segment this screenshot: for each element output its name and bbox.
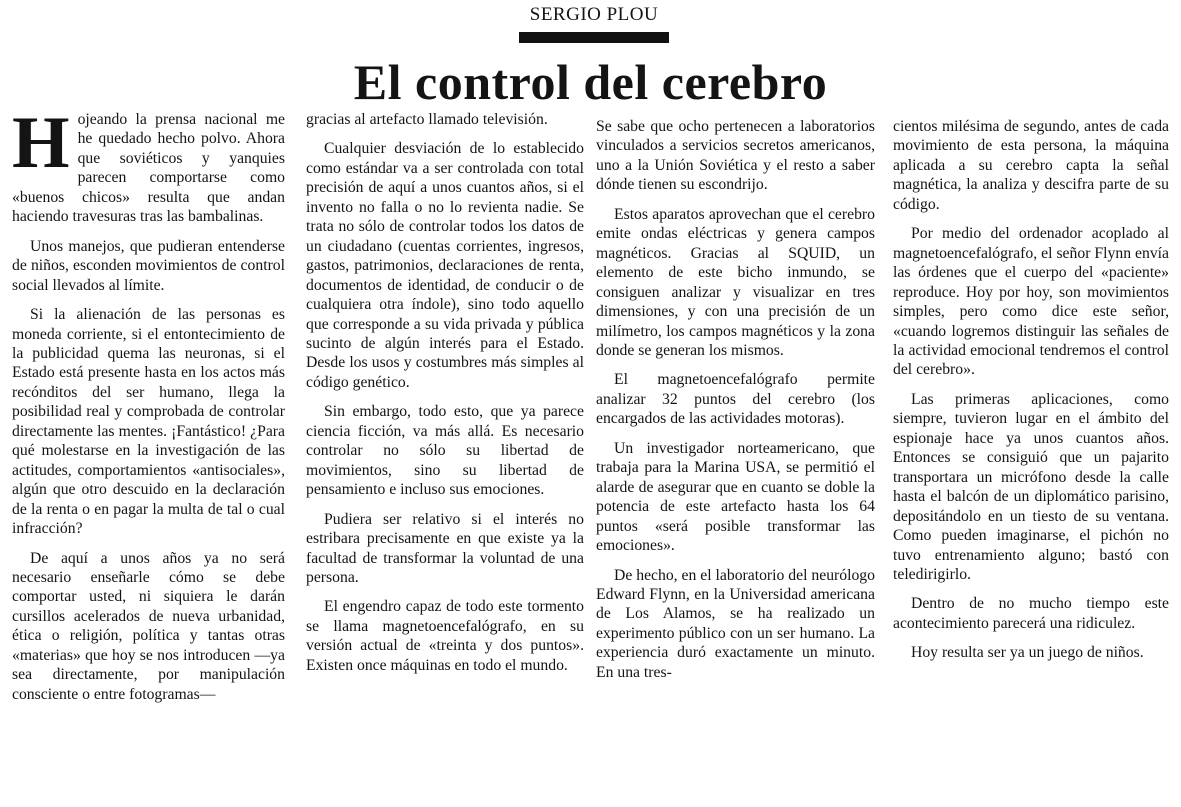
article-paragraph: Unos manejos, que pudieran entenderse de niños, esconden movimientos de control social llevados al límite. bbox=[12, 237, 285, 294]
article-paragraph: El magnetoencefalógrafo permite analizar 32 puntos del cerebro (los encargados de las actividades motoras). bbox=[596, 371, 875, 428]
article-paragraph: Estos aparatos aprovechan que el cerebro emite ondas eléctricas y genera campos magnéticos. Gracias al SQUID, un elemento de este bicho inmundo, se consiguen analizar y visualizar en tres dimensiones, y con una precisión de un milímetro, los campos magnéticos y la zona donde se generan los mismos. bbox=[596, 205, 875, 359]
article-paragraph: Por medio del ordenador acoplado al magnetoencefalógrafo, el señor Flynn envía las órdenes que el cuerpo del «paciente» reproduce. Hoy por hoy, son movimientos simples, pero como dice este señor, «cuando logremos distinguir las señales de la actividad emocional tendremos el control del cerebro». bbox=[893, 225, 1169, 379]
article-column-2 bbox=[306, 110, 584, 807]
byline-rule bbox=[519, 32, 669, 43]
article-paragraph: Sin embargo, todo esto, que ya parece ciencia ficción, va más allá. Es necesario controlar no sólo su libertad de movimientos, sino su libertad de pensamiento e incluso sus emociones. bbox=[306, 403, 584, 499]
article-paragraph: Un investigador norteamericano, que trabaja para la Marina USA, se permitió el alarde de asegurar que en cuanto se doble la potencia de este artefacto hasta los 64 puntos «será posible transformar las emociones». bbox=[596, 439, 875, 555]
byline: SERGIO PLOU bbox=[529, 4, 659, 25]
article-column-3 bbox=[596, 117, 875, 807]
article-paragraph: cientos milésima de segundo, antes de cada movimiento de esta persona, la máquina aplicada a su cerebro capta la señal magnética, la analiza y descifra parte de su código. bbox=[893, 118, 1169, 213]
paragraph-text: ojeando la prensa nacional me he quedado hecho polvo. Ahora que soviéticos y yanquies parecen comportarse como «buenos chicos» resulta que andan haciendo travesuras tras las bambalinas. bbox=[12, 111, 285, 226]
article-column-1 bbox=[12, 110, 285, 807]
article-paragraph bbox=[12, 110, 285, 227]
article-paragraph: El engendro capaz de todo este tormento se llama magnetoencefalógrafo, en su versión actual de «treinta y dos puntos». Existen once máquinas en todo el mundo. bbox=[306, 598, 584, 674]
article-title: El control del cerebro bbox=[353, 54, 828, 110]
article-paragraph: Las primeras aplicaciones, como siempre, tuvieron lugar en el ámbito del espionaje hace ya unos cuantos años. Entonces se consiguió que un pajarito transportara un micrófono desde la calle hasta el balcón de un diplomático parisino, depositándolo en un tiesto de su ventana. Como pueden imaginarse, el pichón no tuvo entrenamiento alguno; bastó con teledirigirlo. bbox=[893, 390, 1169, 583]
article-paragraph: Se sabe que ocho pertenecen a laboratorios vinculados a servicios secretos americanos, uno a la Unión Soviética y el resto a saber dónde tienen su escondrijo. bbox=[596, 118, 875, 194]
article-paragraph: Pudiera ser relativo si el interés no estribara precisamente en que existe ya la facultad de transformar la voluntad de una persona. bbox=[306, 510, 584, 586]
article-paragraph: Dentro de no mucho tiempo este acontecimiento parecerá una ridiculez. bbox=[893, 595, 1169, 632]
article-column-4 bbox=[893, 117, 1169, 807]
article-paragraph: Hoy resulta ser ya un juego de niños. bbox=[911, 644, 1144, 662]
article-paragraph: De aquí a unos años ya no será necesario enseñarle cómo se debe comportar usted, ni siquiera le darán cursillos acelerados de nueva urbanidad, ética o religión, política y tantas otras «materias» que hoy se nos introducen —ya sea directamente, por manipulación consciente o entre fotogramas— bbox=[12, 549, 285, 703]
article-paragraph: Si la alienación de las personas es moneda corriente, si el entontecimiento de la publicidad quema las neuronas, si el Estado está presente hasta en los actos más recónditos del ser humano, llega la posibilidad real y comprobada de controlar directamente las mentes. ¡Fantástico! ¿Para qué molestarse en la investigación de las actitudes, comportamientos «antisociales», algún que otro descuido en la declaración de la renta o en pagar la multa de tal o cual infracción? bbox=[12, 306, 285, 538]
drop-cap: H bbox=[12, 110, 70, 184]
article-paragraph: De hecho, en el laboratorio del neurólogo Edward Flynn, en la Universidad americana de Los Alamos, se ha realizado un experimento público con un ser humano. La experiencia duró exactamente un minuto. En una tres- bbox=[596, 566, 875, 681]
article-paragraph: gracias al artefacto llamado televisión. bbox=[306, 111, 548, 128]
article-paragraph: Cualquier desviación de lo establecido como estándar va a ser controlada con total precisión de aquí a unos cuantos años, si el invento no falla o no lo revienta nadie. Se trata no sólo de controlar todos los datos de un ciudadano (cuentas corrientes, ingresos, gastos, patrimonios, declaraciones de renta, documentos de identidad, de conducir o de cualquiera otra índole), sino todo aquello que corresponde a su vida privada y pública sucinto de algún interés para el Estado. Desde los usos y costumbres más simples al código genético. bbox=[306, 140, 584, 391]
